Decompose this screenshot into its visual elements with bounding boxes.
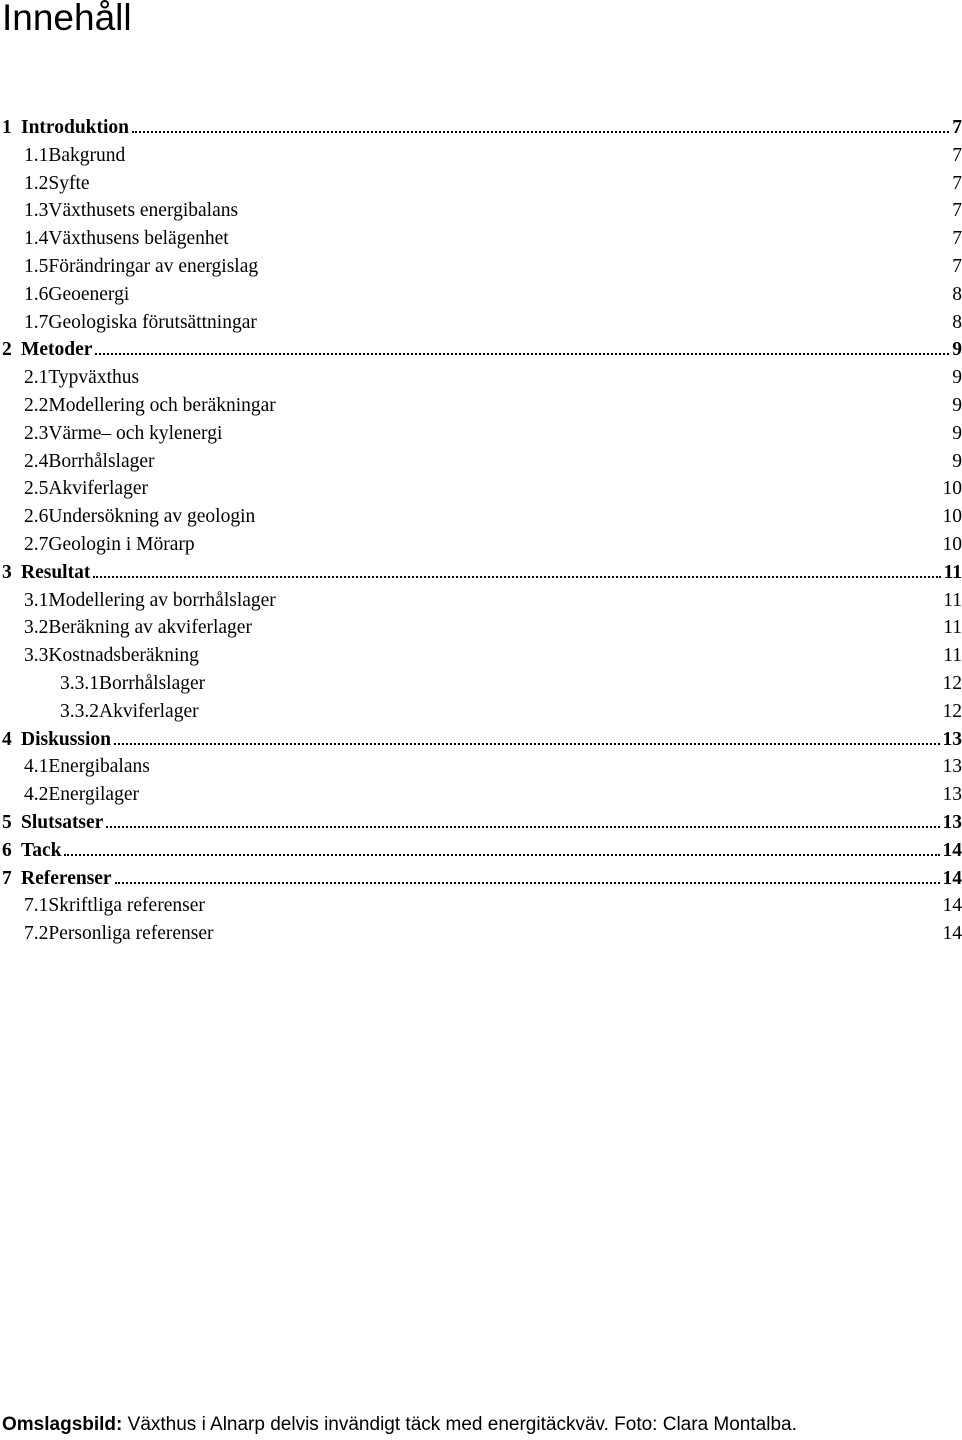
toc-entry-page: 14 [942, 867, 962, 889]
toc-entry-page: 8 [952, 283, 962, 305]
cover-caption [2, 1412, 797, 1438]
toc-entry-title: Borrhålslager [99, 672, 206, 694]
toc-entry-title: Borrhålslager [48, 450, 155, 472]
toc-entry-page: 13 [942, 756, 962, 778]
toc-entry-number: 2.4 [24, 450, 49, 472]
dot-leader [132, 131, 949, 133]
toc-entry-number: 4 [2, 728, 12, 750]
toc-entry-number: 1.6 [24, 283, 49, 305]
toc-entry-number: 3.2 [24, 617, 49, 639]
toc-entry-page: 9 [952, 422, 962, 444]
toc-entry[interactable] [0, 837, 962, 865]
toc-entry[interactable] [0, 587, 962, 615]
toc-entry-page: 7 [952, 117, 962, 138]
toc-entry-page: 7 [952, 255, 962, 277]
toc-entry-page: 10 [942, 506, 962, 528]
toc-entry[interactable] [0, 614, 962, 642]
toc-entry-page: 8 [952, 311, 962, 333]
toc-entry-page: 13 [942, 728, 962, 750]
dot-leader [114, 743, 940, 745]
toc-entry[interactable] [0, 753, 962, 781]
toc-entry-number: 1 [2, 117, 12, 138]
toc-entry-number: 5 [2, 811, 12, 833]
toc-entry-title: Geologin i Mörarp [48, 533, 195, 555]
cover-caption-label: Omslagsbild: [2, 1414, 123, 1435]
toc-entry-page: 9 [952, 367, 962, 389]
toc-entry[interactable] [0, 197, 962, 225]
toc-entry-title: Energibalans [48, 756, 150, 778]
toc-entry-number: 7.1 [24, 895, 49, 917]
toc-entry[interactable] [0, 531, 962, 559]
table-of-contents [0, 114, 962, 948]
toc-entry[interactable] [0, 726, 962, 754]
toc-entry[interactable] [0, 142, 962, 170]
toc-entry-title: Växthusets energibalans [48, 200, 239, 222]
cover-caption-text: Växthus i Alnarp delvis invändigt täck med energitäckväv. Foto: Clara Montalba. [127, 1414, 797, 1435]
dot-leader [95, 353, 949, 355]
toc-entry-title: Beräkning av akviferlager [48, 617, 252, 639]
toc-entry[interactable] [0, 448, 962, 476]
toc-entry[interactable] [0, 920, 962, 948]
toc-entry-title: Diskussion [21, 728, 111, 750]
toc-entry[interactable] [0, 809, 962, 837]
toc-entry-page: 14 [942, 923, 962, 945]
toc-entry-page: 9 [952, 450, 962, 472]
toc-entry-number: 1.1 [24, 144, 49, 166]
toc-entry-page: 13 [942, 811, 962, 833]
toc-entry-title: Slutsatser [21, 811, 104, 833]
toc-entry-title: Typväxthus [48, 367, 140, 389]
dot-leader [64, 854, 939, 856]
toc-entry-number: 4.2 [24, 784, 49, 806]
toc-entry-number: 1.7 [24, 311, 49, 333]
toc-entry-number: 1.5 [24, 255, 49, 277]
toc-entry-number: 3.3.2 [60, 700, 99, 722]
toc-entry-title: Växthusens belägenhet [48, 228, 229, 250]
toc-entry-number: 2.2 [24, 394, 49, 416]
toc-entry-page: 14 [942, 895, 962, 917]
toc-entry-number: 3.1 [24, 589, 49, 611]
toc-entry-page: 12 [942, 700, 962, 722]
toc-entry[interactable] [0, 309, 962, 337]
toc-entry[interactable] [0, 281, 962, 309]
toc-entry-page: 9 [952, 339, 962, 361]
toc-entry[interactable] [0, 698, 962, 726]
toc-entry-page: 7 [952, 144, 962, 166]
toc-entry[interactable] [0, 114, 962, 142]
page-title: Innehåll [2, 0, 132, 38]
toc-entry-title: Värme– och kylenergi [48, 422, 223, 444]
toc-entry-title: Metoder [21, 339, 93, 361]
toc-entry-page: 13 [942, 784, 962, 806]
toc-entry-title: Akviferlager [99, 700, 199, 722]
toc-entry[interactable] [0, 170, 962, 198]
toc-entry-page: 11 [943, 617, 962, 639]
toc-entry-title: Energilager [48, 784, 139, 806]
toc-entry-title: Akviferlager [48, 478, 148, 500]
toc-entry-number: 1.4 [24, 228, 49, 250]
toc-entry-title: Bakgrund [48, 144, 126, 166]
toc-entry-number: 7 [2, 867, 12, 889]
toc-entry[interactable] [0, 670, 962, 698]
toc-entry-title: Resultat [21, 561, 91, 583]
toc-entry-title: Syfte [48, 172, 90, 194]
toc-entry-page: 11 [943, 589, 962, 611]
toc-entry-number: 2.1 [24, 367, 49, 389]
toc-entry-title: Geoenergi [48, 283, 130, 305]
toc-entry-title: Personliga referenser [48, 923, 214, 945]
dot-leader [106, 826, 939, 828]
toc-entry[interactable] [0, 503, 962, 531]
toc-entry-number: 3.3 [24, 645, 49, 667]
toc-entry-number: 2.3 [24, 422, 49, 444]
toc-entry[interactable] [0, 781, 962, 809]
toc-entry[interactable] [0, 420, 962, 448]
toc-entry-page: 11 [943, 645, 962, 667]
toc-entry-page: 12 [942, 672, 962, 694]
toc-entry[interactable] [0, 253, 962, 281]
toc-entry[interactable] [0, 892, 962, 920]
toc-entry[interactable] [0, 392, 962, 420]
toc-entry[interactable] [0, 225, 962, 253]
toc-entry-page: 7 [952, 228, 962, 250]
toc-entry-title: Geologiska förutsättningar [48, 311, 257, 333]
toc-entry-page: 14 [942, 839, 962, 861]
toc-entry-number: 2.7 [24, 533, 49, 555]
toc-entry-title: Kostnadsberäkning [48, 645, 199, 667]
toc-entry-page: 7 [952, 172, 962, 194]
toc-entry-page: 11 [943, 561, 962, 583]
toc-entry-number: 6 [2, 839, 12, 861]
toc-entry-page: 10 [942, 478, 962, 500]
toc-entry[interactable] [0, 642, 962, 670]
toc-entry[interactable] [0, 865, 962, 893]
toc-entry-page: 10 [942, 533, 962, 555]
toc-entry-number: 2 [2, 339, 12, 361]
toc-entry-number: 3.3.1 [60, 672, 99, 694]
dot-leader [93, 576, 940, 578]
toc-entry-number: 4.1 [24, 756, 49, 778]
toc-entry-title: Skriftliga referenser [48, 895, 205, 917]
toc-entry[interactable] [0, 364, 962, 392]
toc-entry-page: 7 [952, 200, 962, 222]
toc-entry[interactable] [0, 336, 962, 364]
toc-entry-title: Undersökning av geologin [48, 506, 256, 528]
toc-entry-number: 2.5 [24, 478, 49, 500]
toc-entry-title: Förändringar av energislag [48, 255, 259, 277]
toc-entry-number: 1.3 [24, 200, 49, 222]
toc-entry-number: 3 [2, 561, 12, 583]
toc-entry-title: Modellering av borrhålslager [48, 589, 276, 611]
toc-entry-number: 7.2 [24, 923, 49, 945]
toc-entry[interactable] [0, 559, 962, 587]
toc-entry-number: 1.2 [24, 172, 49, 194]
toc-entry[interactable] [0, 475, 962, 503]
toc-entry-title: Modellering och beräkningar [48, 394, 276, 416]
toc-entry-number: 2.6 [24, 506, 49, 528]
dot-leader [115, 882, 940, 884]
toc-entry-title: Referenser [21, 867, 112, 889]
toc-entry-page: 9 [952, 394, 962, 416]
toc-entry-title: Introduktion [21, 117, 130, 138]
toc-entry-title: Tack [21, 839, 62, 861]
